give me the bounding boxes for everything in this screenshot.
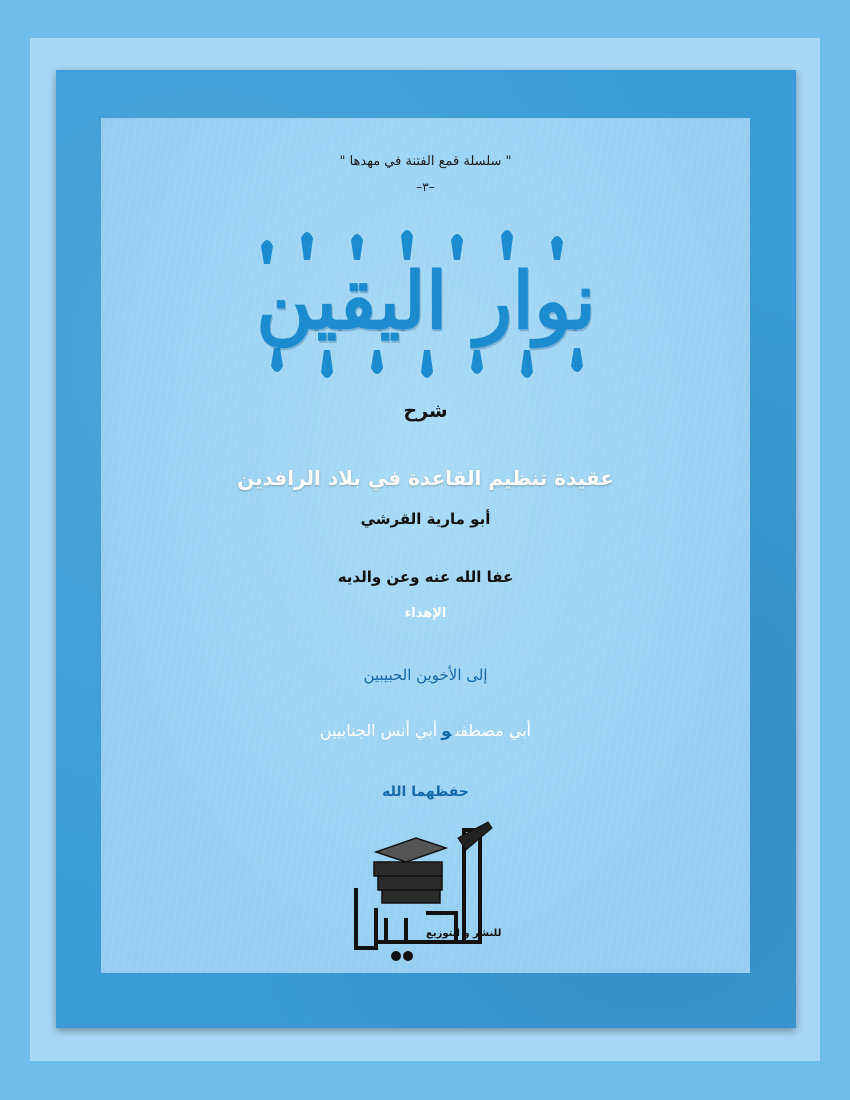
explanation-label: شرح [403, 400, 448, 422]
publisher-logo [346, 818, 506, 963]
blessing-line: حفظهما الله [382, 784, 469, 800]
author-name: أبو مارية القرشي [360, 510, 491, 528]
publisher-caption: للنشر و التوزيع [426, 928, 502, 939]
second-name: أبي أنس الجنابيين [319, 721, 438, 740]
dedication-recipient-line: إلى الأخوين الحبيبين [363, 666, 488, 684]
calligraphy-title [241, 226, 611, 401]
book-subject: عقيدة تنظيم القاعدة في بلاد الرافدين [237, 466, 614, 490]
cover-panel [101, 118, 750, 973]
prayer-line: عفا الله عنه وعن والديه [337, 568, 514, 586]
series-number: –٣– [416, 180, 435, 194]
book-title: نوار اليقين [256, 256, 596, 347]
first-name: أبي مصطفى [455, 721, 532, 740]
conjunction: و [441, 721, 452, 740]
dedication-names [101, 721, 750, 740]
books-pen-logo-icon [346, 818, 506, 963]
dedication-heading: الإهداء [404, 606, 447, 621]
series-title: " سلسلة قمع الفتنة في مهدها " [339, 154, 512, 169]
